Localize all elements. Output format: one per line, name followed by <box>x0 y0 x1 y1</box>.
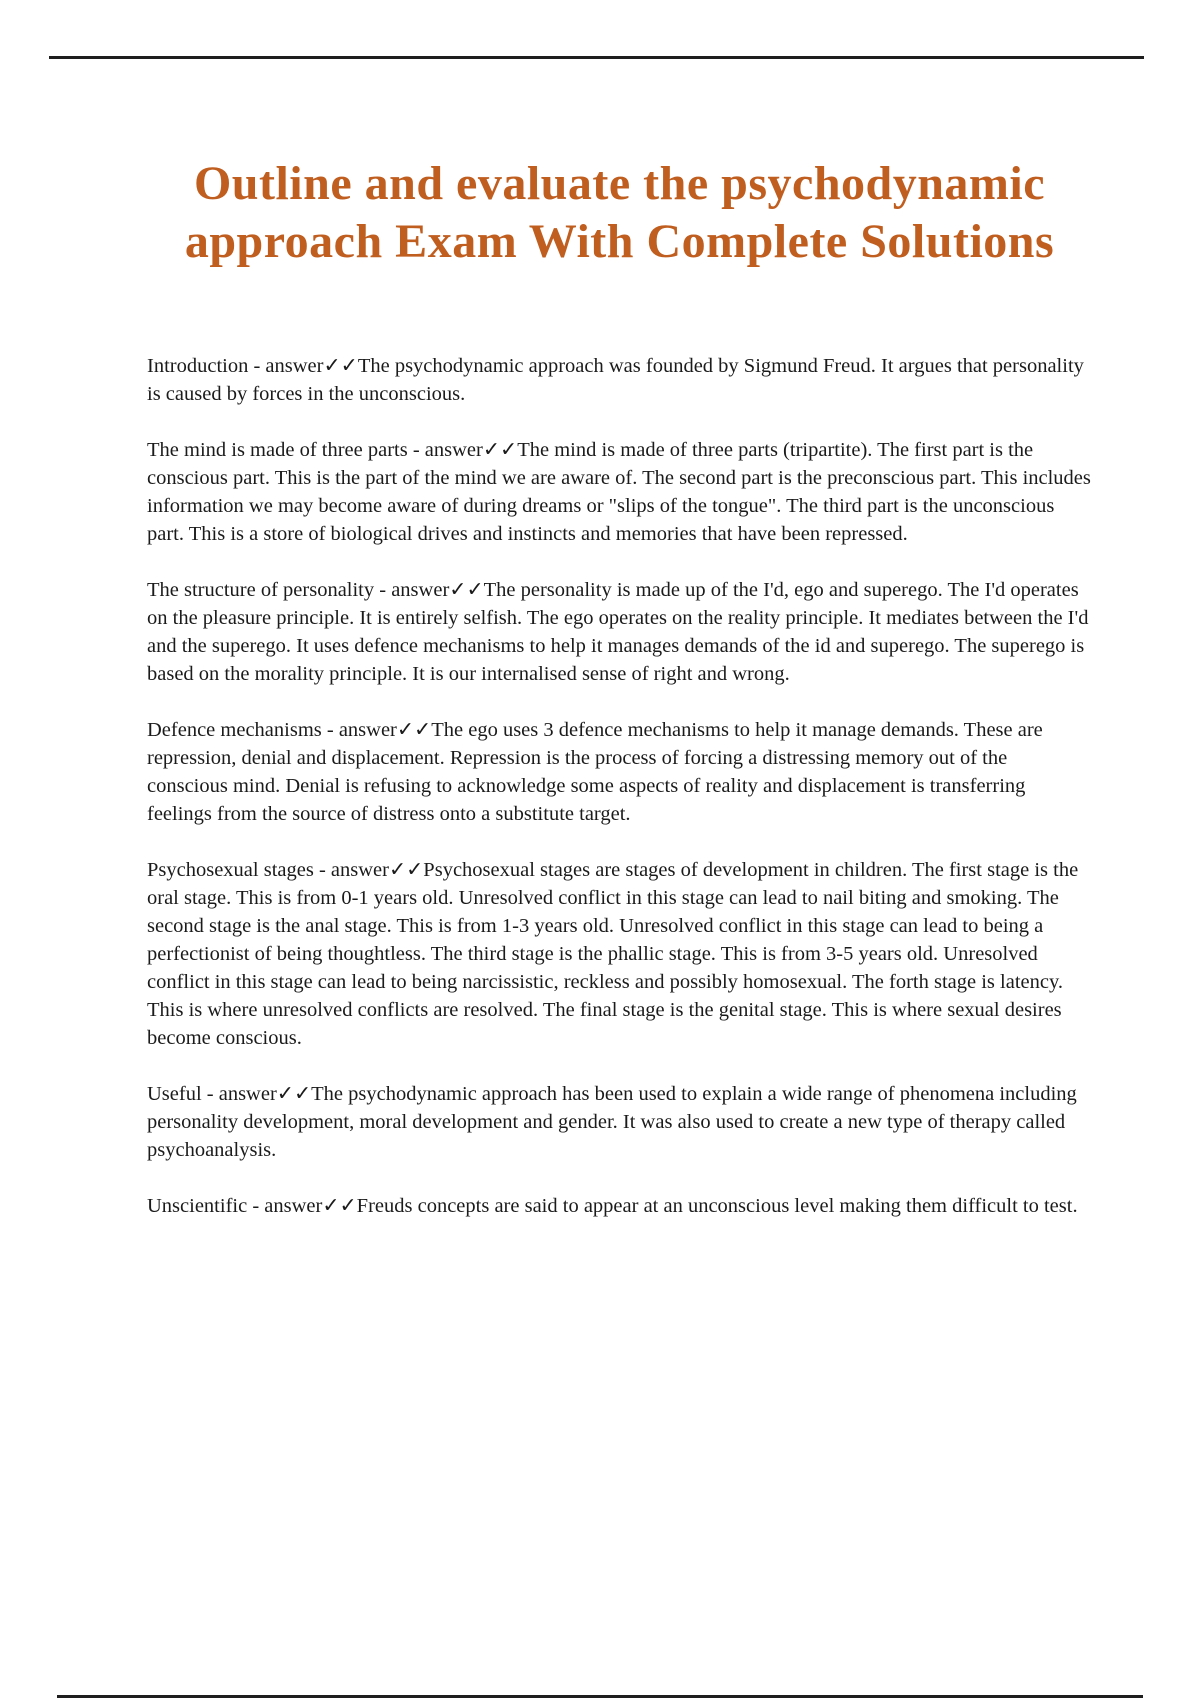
qa-paragraph-mind-three-parts: The mind is made of three parts - answer✓✓The mind is made of three parts (tripartite). The first part is the conscious part. This is the part of the mind we are aware of. The second part is the preconscious part. This includes information we may become aware of during dreams or "slips of the tongue". The third part is the unconscious part. This is a store of biological drives and instincts and memories that have been repressed. <box>147 439 1091 545</box>
qa-paragraph-useful: Useful - answer✓✓The psychodynamic approach has been used to explain a wide range of phenomena including personality development, moral development and gender. It was also used to create a new type of therapy called psychoanalysis. <box>147 1083 1077 1161</box>
qa-paragraph-psychosexual-stages: Psychosexual stages - answer✓✓Psychosexual stages are stages of development in children. The first stage is the oral stage. This is from 0-1 years old. Unresolved conflict in this stage can lead to nail biting and smoking. The second stage is the anal stage. This is from 1-3 years old. Unresolved conflict in this stage can lead to being a perfectionist of being thoughtless. The third stage is the phallic stage. This is from 3-5 years old. Unresolved conflict in this stage can lead to being narcissistic, reckless and possibly homosexual. The forth stage is latency. This is where unresolved conflicts are resolved. The final stage is the genital stage. This is where sexual desires become conscious. <box>147 859 1079 1049</box>
qa-paragraph-unscientific: Unscientific - answer✓✓Freuds concepts are said to appear at an unconscious level making them difficult to test. <box>147 1195 1078 1217</box>
page-title-line-2: approach Exam With Complete Solutions <box>184 215 1055 268</box>
document-body <box>147 352 1092 1248</box>
qa-paragraph-introduction: Introduction - answer✓✓The psychodynamic approach was founded by Sigmund Freud. It argues that personality is caused by forces in the unconscious. <box>147 355 1084 405</box>
qa-paragraph-structure-of-personality: The structure of personality - answer✓✓The personality is made up of the I'd, ego and superego. The I'd operates on the pleasure principle. It is entirely selfish. The ego operates on the reality principle. It mediates between the I'd and the superego. It uses defence mechanisms to help it manages demands of the id and superego. The superego is based on the morality principle. It is our internalised sense of right and wrong. <box>147 579 1089 685</box>
bottom-divider <box>57 1695 1143 1698</box>
page-title-line-1: Outline and evaluate the psychodynamic <box>193 157 1046 210</box>
qa-paragraph-defence-mechanisms: Defence mechanisms - answer✓✓The ego uses 3 defence mechanisms to help it manage demands. These are repression, denial and displacement. Repression is the process of forcing a distressing memory out of the conscious mind. Denial is refusing to acknowledge some aspects of reality and displacement is transferring feelings from the source of distress onto a substitute target. <box>147 719 1043 825</box>
page-title <box>147 155 1092 271</box>
top-divider <box>49 56 1144 59</box>
